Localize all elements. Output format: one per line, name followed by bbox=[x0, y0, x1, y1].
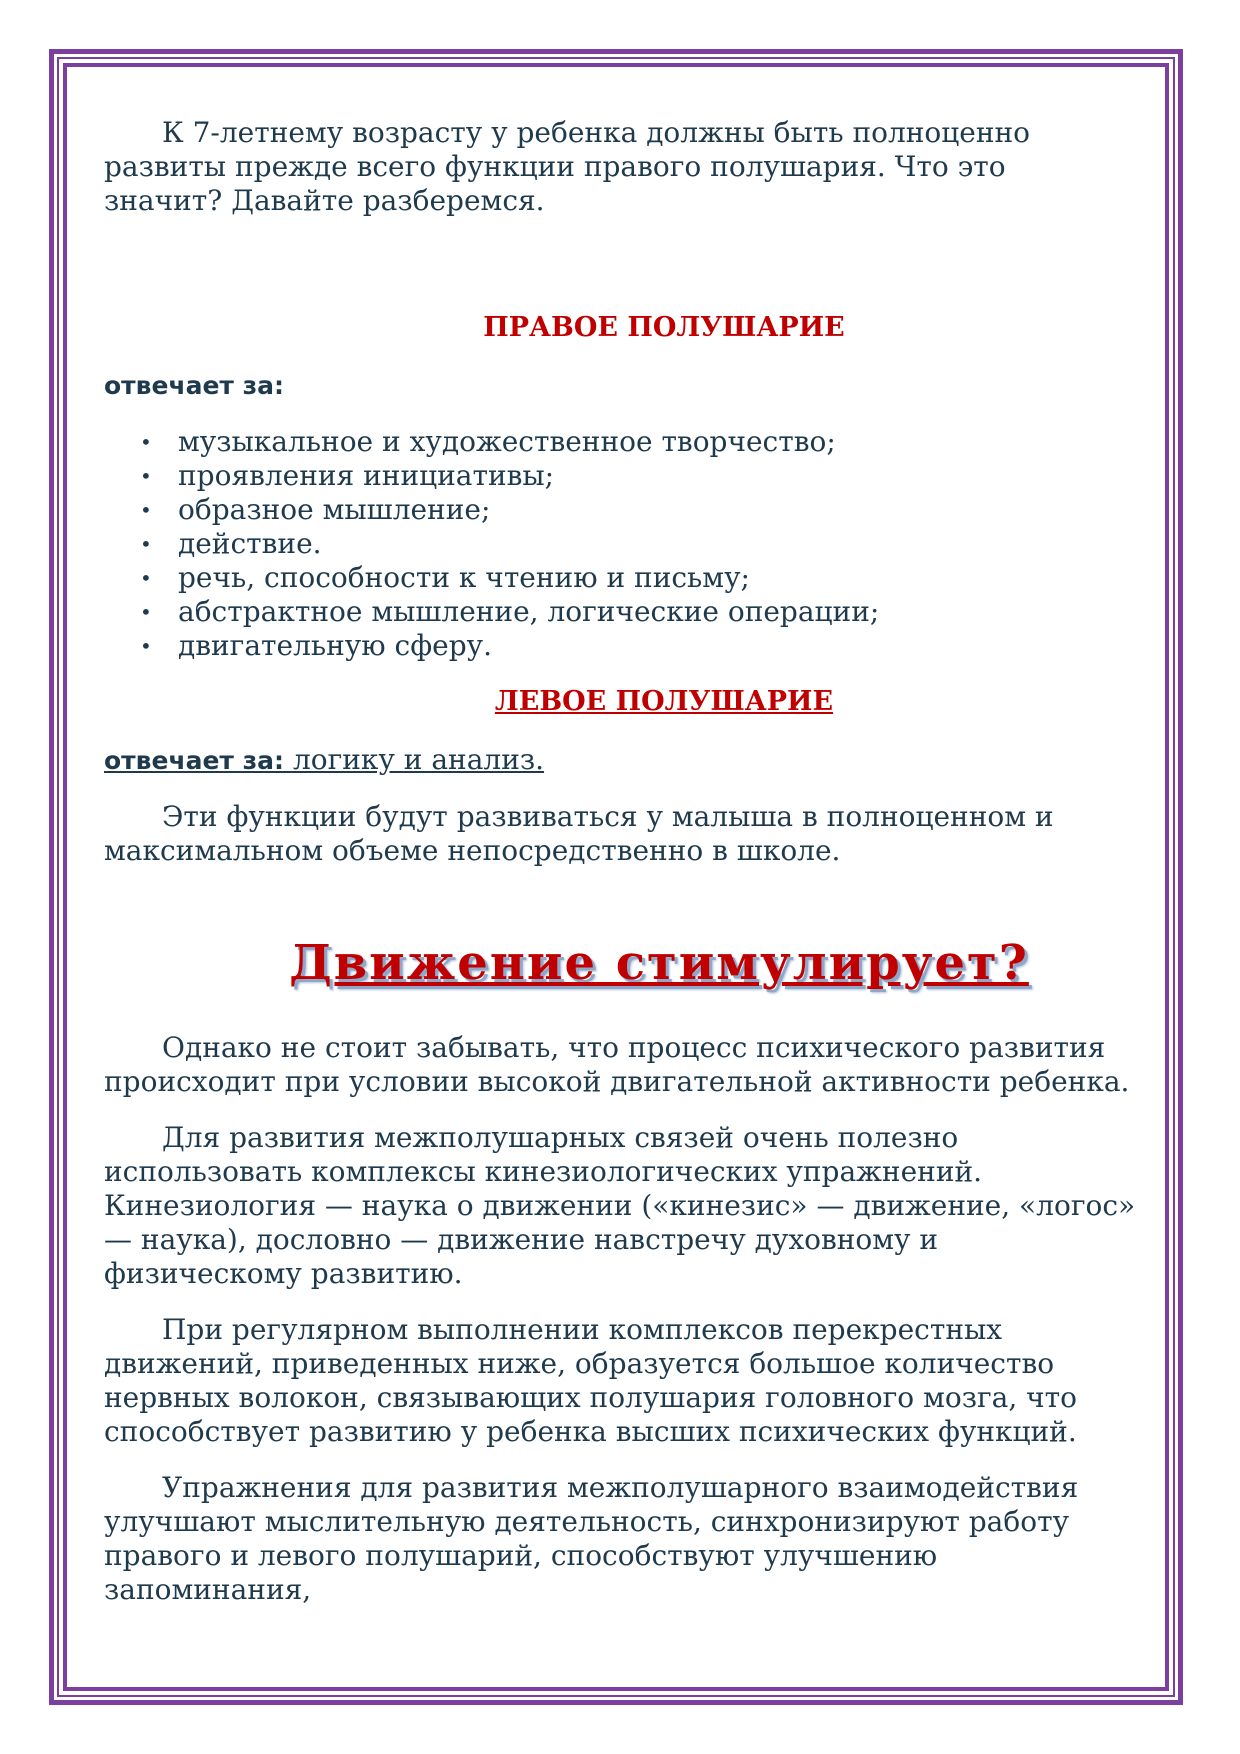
list-item-text: действие. bbox=[178, 527, 322, 560]
list-item-text: музыкальное и художественное творчество; bbox=[178, 425, 836, 458]
bullet-icon: • bbox=[140, 430, 152, 454]
list-item bbox=[104, 595, 1144, 629]
list-item bbox=[104, 459, 1144, 493]
bullet-icon: • bbox=[140, 464, 152, 488]
list-item-text: речь, способности к чтению и письму; bbox=[178, 561, 750, 594]
list-item bbox=[104, 493, 1144, 527]
right-hemisphere-functions-list bbox=[104, 425, 1144, 663]
list-item bbox=[104, 425, 1144, 459]
movement-title: Движение стимулирует? bbox=[289, 935, 1029, 991]
bullet-icon: • bbox=[140, 634, 152, 658]
right-hemisphere-responsible-label: отвечает за: bbox=[104, 371, 285, 400]
body-paragraph-4: Упражнения для развития межполушарного взаимодействия улучшают мыслительную деятельность, синхронизируют работу правого и левого полушарий, способствуют улучшению запоминания, bbox=[104, 1471, 1079, 1606]
left-hemisphere-responsible-line bbox=[104, 743, 1144, 778]
right-hemisphere-heading: ПРАВОЕ ПОЛУШАРИЕ bbox=[483, 312, 845, 343]
list-item bbox=[104, 629, 1144, 663]
bullet-icon: • bbox=[140, 566, 152, 590]
left-hemisphere-responsible-value: логику и анализ. bbox=[292, 743, 545, 776]
left-hemisphere-heading: ЛЕВОЕ ПОЛУШАРИЕ bbox=[494, 686, 834, 717]
list-item-text: образное мышление; bbox=[178, 493, 491, 526]
list-item-text: проявления инициативы; bbox=[178, 459, 555, 492]
list-item-text: абстрактное мышление, логические операции; bbox=[178, 595, 880, 628]
list-item bbox=[104, 561, 1144, 595]
list-item-text: двигательную сферу. bbox=[178, 629, 493, 662]
intro-paragraph: К 7-летнему возрасту у ребенка должны быть полноценно развиты прежде всего функции правого полушария. Что это значит? Давайте разберемся. bbox=[104, 116, 1031, 217]
school-paragraph: Эти функции будут развиваться у малыша в полноценном и максимальном объеме непосредственно в школе. bbox=[104, 800, 1054, 867]
body-paragraph-3: При регулярном выполнении комплексов перекрестных движений, приведенных ниже, образуется большое количество нервных волокон, связывающих полушария головного мозга, что способствует развитию у ребенка высших психических функций. bbox=[104, 1313, 1077, 1448]
list-item bbox=[104, 527, 1144, 561]
body-paragraph-2: Для развития межполушарных связей очень полезно использовать комплексы кинезиологических упражнений. Кинезиология — наука о движении («кинезис» — движение, «логос» — наука), дословно — движение навстречу духовному и физическому развитию. bbox=[104, 1121, 1136, 1290]
document-body bbox=[104, 116, 1144, 1607]
body-paragraph-1: Однако не стоит забывать, что процесс психического развития происходит при условии высокой двигательной активности ребенка. bbox=[104, 1031, 1130, 1098]
bullet-icon: • bbox=[140, 600, 152, 624]
bullet-icon: • bbox=[140, 532, 152, 556]
bullet-icon: • bbox=[140, 498, 152, 522]
left-hemisphere-responsible-label: отвечает за: bbox=[104, 746, 285, 775]
